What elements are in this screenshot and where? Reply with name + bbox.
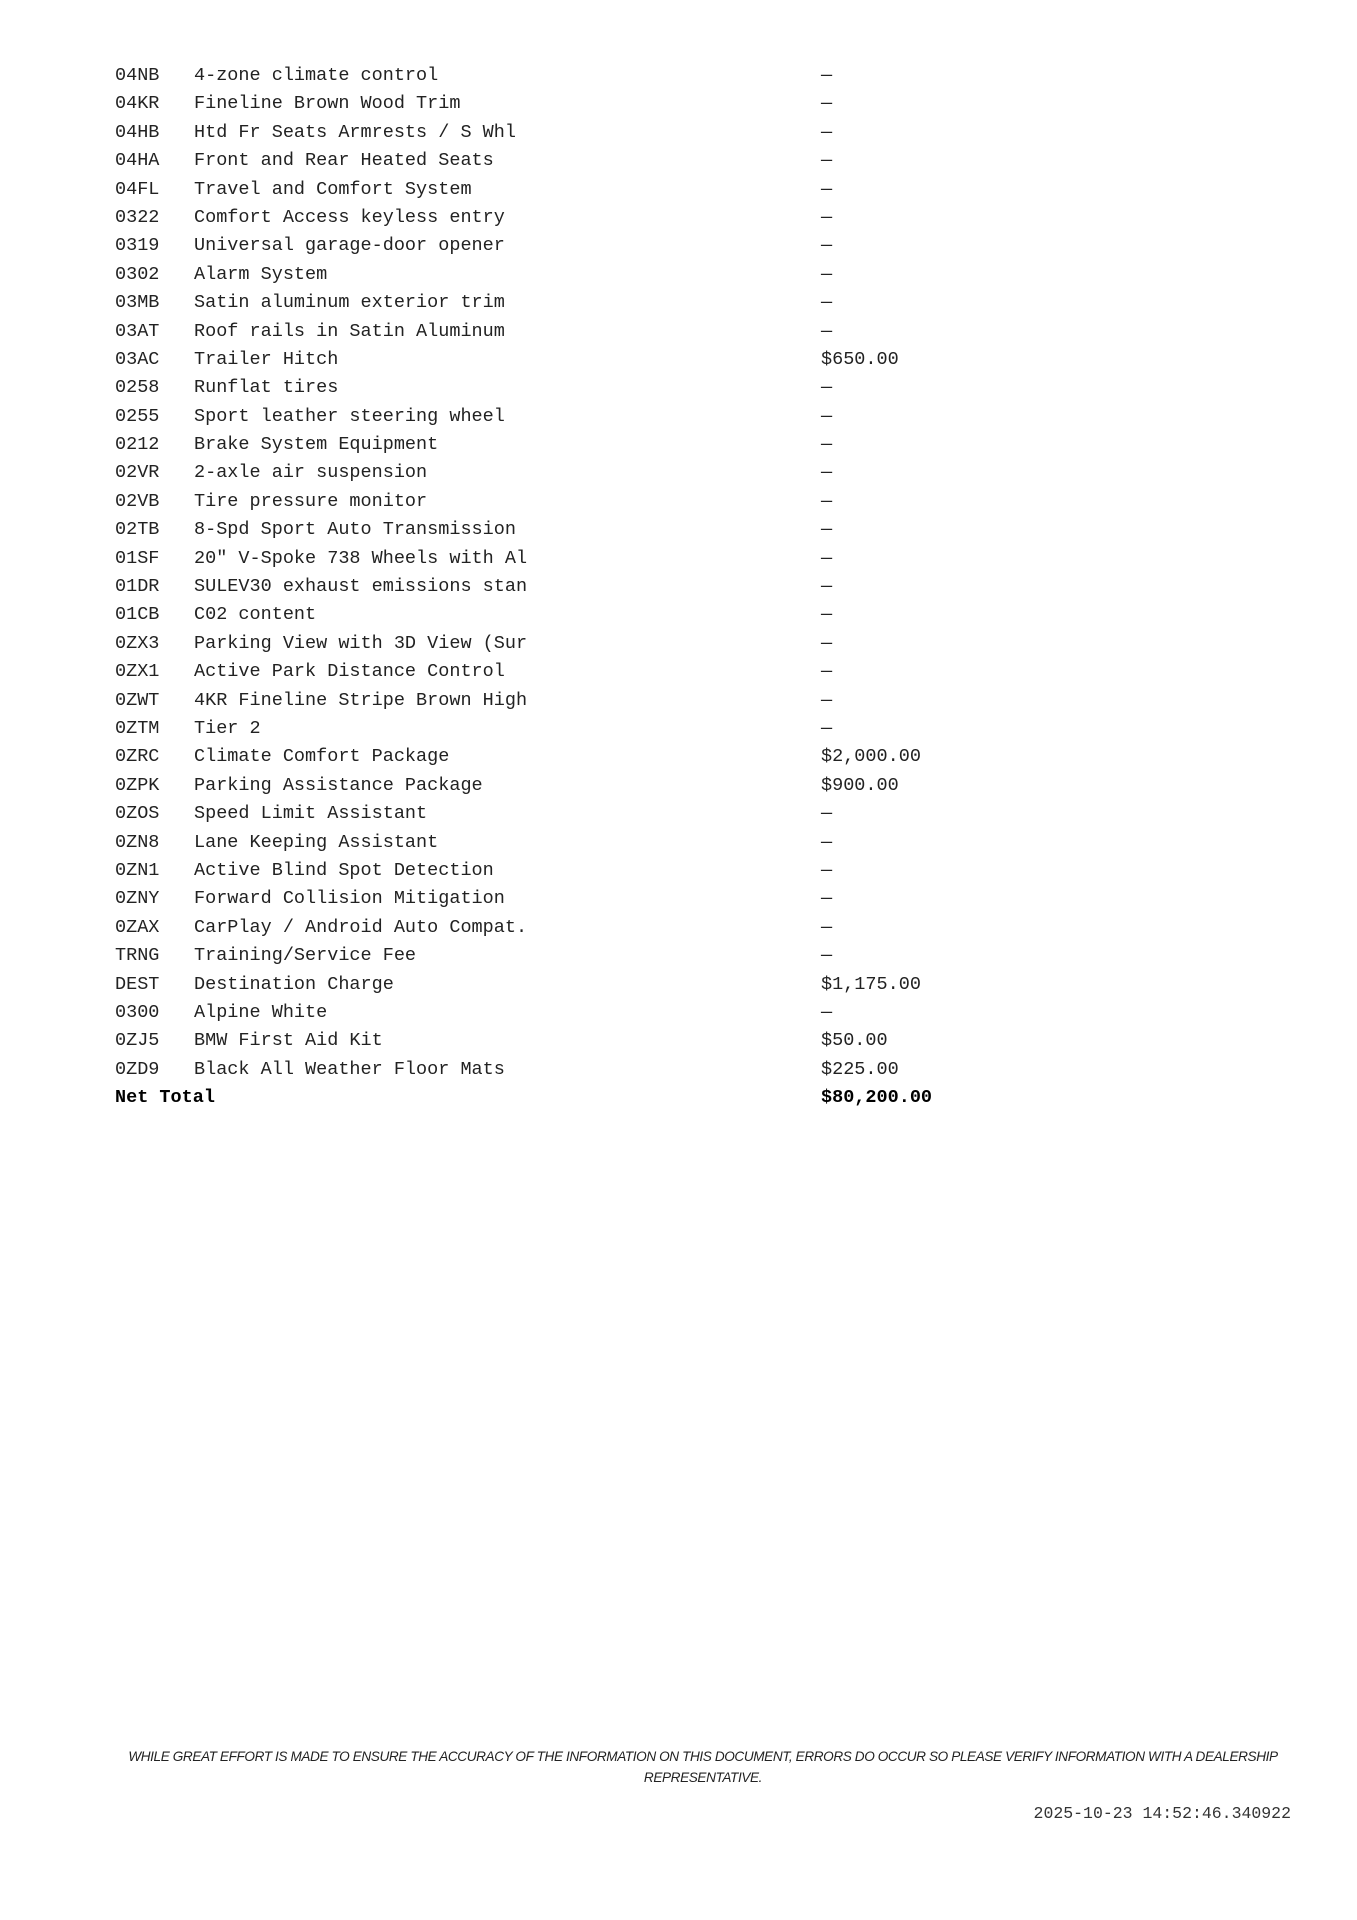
option-code: 0ZN1	[115, 859, 160, 881]
line-item-row	[115, 488, 1015, 516]
line-item-row	[115, 147, 1015, 175]
option-price: —	[821, 661, 833, 683]
line-item-row	[115, 942, 1015, 970]
option-code: 0302	[115, 263, 160, 285]
option-price: —	[821, 462, 833, 484]
option-description: 20" V-Spoke 738 Wheels with Al	[194, 547, 528, 569]
option-price: —	[821, 859, 833, 881]
disclaimer-text: WHILE GREAT EFFORT IS MADE TO ENSURE THE ACCURACY OF THE INFORMATION ON THIS DOCUMENT, ERRORS DO OCCUR SO PLEASE VERIFY INFORMATION WITH A DEALERSHIP REPRESENTATIVE.	[128, 1749, 1278, 1785]
option-code: 0ZPK	[115, 774, 160, 796]
line-item-row	[115, 176, 1015, 204]
option-code: 0319	[115, 235, 160, 257]
net-total-label: Net Total	[115, 1087, 215, 1109]
option-price: —	[821, 178, 833, 200]
option-code: 0255	[115, 405, 160, 427]
line-item-row	[115, 261, 1015, 289]
line-item-row	[115, 630, 1015, 658]
option-description: Climate Comfort Package	[194, 746, 450, 768]
option-code: 0ZOS	[115, 803, 160, 825]
option-code: 03AT	[115, 320, 160, 342]
option-description: Alarm System	[194, 263, 328, 285]
option-description: SULEV30 exhaust emissions stan	[194, 576, 528, 598]
option-code: TRNG	[115, 945, 160, 967]
option-price: —	[821, 320, 833, 342]
option-code: 02TB	[115, 519, 160, 541]
option-code: 0ZD9	[115, 1058, 160, 1080]
option-code: 04NB	[115, 65, 160, 86]
option-description: Satin aluminum exterior trim	[194, 292, 505, 314]
option-price: $225.00	[821, 1058, 899, 1080]
line-item-row	[115, 431, 1015, 459]
option-price: —	[821, 93, 833, 115]
option-code: 0258	[115, 377, 160, 399]
option-code: 01DR	[115, 576, 160, 598]
option-price: —	[821, 803, 833, 825]
option-code: 0ZAX	[115, 916, 160, 938]
option-price: $650.00	[821, 348, 899, 370]
line-item-row	[115, 800, 1015, 828]
line-item-row	[115, 90, 1015, 118]
option-description: Roof rails in Satin Aluminum	[194, 320, 505, 342]
line-item-row	[115, 573, 1015, 601]
option-price: —	[821, 689, 833, 711]
option-price: —	[821, 831, 833, 853]
option-code: 0322	[115, 206, 160, 228]
option-code: 03AC	[115, 348, 160, 370]
option-description: Trailer Hitch	[194, 348, 339, 370]
line-item-row	[115, 545, 1015, 573]
option-price: —	[821, 945, 833, 967]
net-total-row	[115, 1084, 1015, 1112]
option-description: Front and Rear Heated Seats	[194, 150, 494, 172]
line-item-row	[115, 204, 1015, 232]
option-code: 0ZRC	[115, 746, 160, 768]
option-description: BMW First Aid Kit	[194, 1030, 383, 1052]
option-description: Alpine White	[194, 1001, 328, 1023]
option-price: —	[821, 65, 833, 86]
line-items-list	[115, 62, 1015, 1112]
option-description: Parking Assistance Package	[194, 774, 483, 796]
option-description: Comfort Access keyless entry	[194, 206, 505, 228]
line-item-row	[115, 62, 1015, 90]
option-price: —	[821, 916, 833, 938]
option-code: 0ZNY	[115, 888, 160, 910]
option-price: —	[821, 235, 833, 257]
option-description: Tier 2	[194, 717, 261, 739]
line-item-row	[115, 715, 1015, 743]
line-item-row	[115, 289, 1015, 317]
option-description: Universal garage-door opener	[194, 235, 505, 257]
line-item-row	[115, 914, 1015, 942]
option-price: $2,000.00	[821, 746, 921, 768]
option-code: 0ZN8	[115, 831, 160, 853]
option-description: Fineline Brown Wood Trim	[194, 93, 461, 115]
option-description: Brake System Equipment	[194, 434, 439, 456]
line-item-row	[115, 857, 1015, 885]
line-item-row	[115, 885, 1015, 913]
option-description: Sport leather steering wheel	[194, 405, 505, 427]
option-description: 4-zone climate control	[194, 65, 439, 86]
option-description: CarPlay / Android Auto Compat.	[194, 916, 528, 938]
line-item-row	[115, 374, 1015, 402]
option-code: 04HA	[115, 150, 160, 172]
line-item-row	[115, 318, 1015, 346]
option-description: Active Park Distance Control	[194, 661, 505, 683]
option-code: 04HB	[115, 121, 160, 143]
option-description: Runflat tires	[194, 377, 339, 399]
option-description: Black All Weather Floor Mats	[194, 1058, 505, 1080]
option-price: —	[821, 121, 833, 143]
line-item-row	[115, 119, 1015, 147]
option-description: Parking View with 3D View (Sur	[194, 632, 528, 654]
option-price: $900.00	[821, 774, 899, 796]
option-price: —	[821, 377, 833, 399]
option-price: —	[821, 1001, 833, 1023]
option-code: 0ZTM	[115, 717, 160, 739]
option-code: 04FL	[115, 178, 160, 200]
option-description: Destination Charge	[194, 973, 394, 995]
option-price: —	[821, 604, 833, 626]
option-code: 02VB	[115, 490, 160, 512]
option-code: 02VR	[115, 462, 160, 484]
option-code: 0212	[115, 434, 160, 456]
line-item-row	[115, 1056, 1015, 1084]
option-price: —	[821, 888, 833, 910]
option-price: —	[821, 405, 833, 427]
option-description: Training/Service Fee	[194, 945, 417, 967]
option-code: 04KR	[115, 93, 160, 115]
option-description: 4KR Fineline Stripe Brown High	[194, 689, 528, 711]
option-code: 0300	[115, 1001, 160, 1023]
timestamp: 2025-10-23 14:52:46.340922	[1033, 1804, 1291, 1823]
option-code: 0ZX1	[115, 661, 160, 683]
option-price: —	[821, 632, 833, 654]
line-item-row	[115, 601, 1015, 629]
line-item-row	[115, 829, 1015, 857]
line-item-row	[115, 971, 1015, 999]
line-item-row	[115, 999, 1015, 1027]
option-price: —	[821, 547, 833, 569]
line-item-row	[115, 232, 1015, 260]
option-price: —	[821, 576, 833, 598]
option-price: —	[821, 434, 833, 456]
option-description: 8-Spd Sport Auto Transmission	[194, 519, 516, 541]
option-price: —	[821, 150, 833, 172]
option-code: 0ZWT	[115, 689, 160, 711]
line-item-row	[115, 1027, 1015, 1055]
line-item-row	[115, 459, 1015, 487]
option-description: Htd Fr Seats Armrests / S Whl	[194, 121, 516, 143]
option-description: Forward Collision Mitigation	[194, 888, 505, 910]
option-code: 01CB	[115, 604, 160, 626]
option-description: Travel and Comfort System	[194, 178, 472, 200]
line-item-row	[115, 687, 1015, 715]
option-description: Active Blind Spot Detection	[194, 859, 494, 881]
line-item-row	[115, 346, 1015, 374]
option-price: —	[821, 292, 833, 314]
line-item-row	[115, 743, 1015, 771]
option-code: 01SF	[115, 547, 160, 569]
option-code: 03MB	[115, 292, 160, 314]
line-item-row	[115, 516, 1015, 544]
option-price: —	[821, 519, 833, 541]
option-price: $1,175.00	[821, 973, 921, 995]
option-price: $50.00	[821, 1030, 888, 1052]
option-description: 2-axle air suspension	[194, 462, 428, 484]
line-item-row	[115, 772, 1015, 800]
option-code: 0ZX3	[115, 632, 160, 654]
option-description: Lane Keeping Assistant	[194, 831, 439, 853]
option-price: —	[821, 717, 833, 739]
net-total-value: $80,200.00	[821, 1087, 933, 1109]
option-description: Speed Limit Assistant	[194, 803, 428, 825]
option-code: DEST	[115, 973, 160, 995]
option-code: 0ZJ5	[115, 1030, 160, 1052]
option-description: C02 content	[194, 604, 317, 626]
line-item-row	[115, 403, 1015, 431]
option-price: —	[821, 490, 833, 512]
option-description: Tire pressure monitor	[194, 490, 428, 512]
option-price: —	[821, 263, 833, 285]
option-price: —	[821, 206, 833, 228]
line-item-row	[115, 658, 1015, 686]
